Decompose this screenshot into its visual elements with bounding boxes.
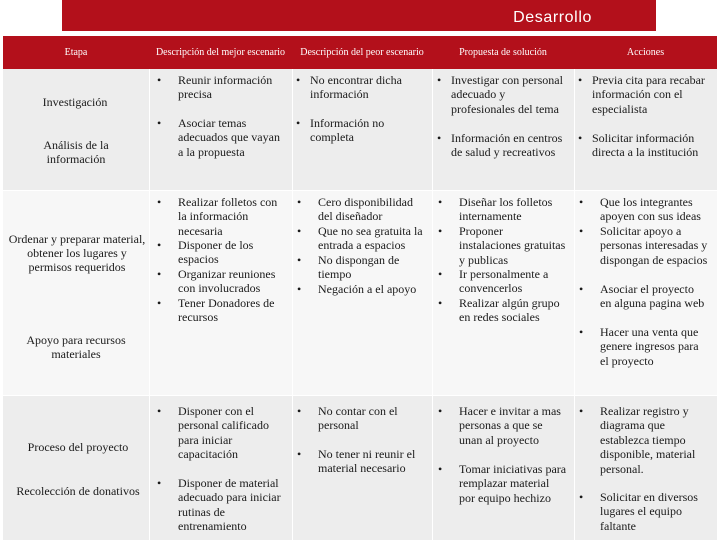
list-item: • Solicitar apoyo a personas interesadas y dispongan de espacios [579,224,708,267]
bullet-marker: • [157,116,162,130]
bullet-marker: • [157,296,162,310]
list-item: • Proponer instalaciones gratuitas y publicas [438,224,566,267]
bullet-marker: • [438,296,443,310]
list-item: • Investigar con personal adecuado y profesionales del tema [437,73,563,116]
row-divider [3,395,717,396]
list-item: • Asociar el proyecto en alguna pagina web [579,282,705,311]
bullet-marker: • [579,224,584,238]
bullet-marker: • [578,73,583,87]
bullet-marker: • [157,73,162,87]
list-item: • Diseñar los folletos internamente [438,195,553,224]
bullet-marker: • [579,404,584,418]
stage-investigacion: Investigación [42,95,108,109]
bullet-marker: • [157,404,162,418]
bullet-marker: • [157,476,162,490]
list-item: • Solicitar información directa a la institución [578,131,699,160]
header-acciones: Acciones [626,47,665,58]
bullet-marker: • [578,131,583,145]
list-item: • Que no sea gratuita la entrada a espacios [297,224,423,253]
slide-title-bar [62,0,656,31]
bullet-marker: • [297,195,302,209]
bullet-marker: • [437,73,442,87]
header-mejor: Descripción del mejor escenario [155,47,286,58]
list-item: • Disponer de material adecuado para iniciar rutinas de entrenamiento [157,476,281,534]
column-divider [574,69,575,540]
list-item: • Asociar temas adecuados que vayan a la propuesta [157,116,280,159]
list-item: • Información en centros de salud y recreativos [437,131,563,160]
bullet-marker: • [157,238,162,252]
list-item: • Ir personalmente a convencerlos [438,267,549,296]
bullet-marker: • [157,267,162,281]
bullet-marker: • [157,195,162,209]
bullet-marker: • [438,462,443,476]
list-item: • No encontrar dicha información [296,73,402,102]
list-item: • Hacer una venta que genere ingresos para el proyecto [579,325,699,368]
column-divider [292,69,293,540]
bullet-marker: • [438,404,443,418]
bullet-marker: • [579,282,584,296]
bullet-marker: • [297,224,302,238]
stage-analisis: Análisis de la información [43,138,109,166]
bullet-marker: • [297,282,302,296]
slide-title: Desarrollo [513,9,592,26]
list-item: • Disponer con el personal calificado para iniciar capacitación [157,404,269,462]
list-item: • Información no completa [296,116,385,145]
stage-proceso: Proceso del proyecto [27,440,129,454]
bullet-marker: • [438,195,443,209]
list-item: • No contar con el personal [297,404,398,433]
column-divider [149,69,150,540]
list-item: • Realizar algún grupo en redes sociales [438,296,560,325]
stage-apoyo: Apoyo para recursos materiales [26,333,126,361]
bullet-marker: • [438,267,443,281]
stage-recoleccion: Recolección de donativos [16,484,140,498]
list-item: • Tomar iniciativas para remplazar material por equipo hechizo [438,462,567,505]
list-item: • Solicitar en diversos lugares el equipo faltante [579,490,698,533]
list-item: • Tener Donadores de recursos [157,296,275,325]
list-item: • Disponer de los espacios [157,238,254,267]
bullet-marker: • [579,490,584,504]
header-etapa: Etapa [64,47,88,58]
bullet-marker: • [437,131,442,145]
list-item: • Reunir información precisa [157,73,273,102]
list-item: • Realizar folletos con la información necesaria [157,195,278,238]
bullet-marker: • [579,325,584,339]
list-item: • Realizar registro y diagrama que establezca tiempo disponible, material personal. [579,404,696,476]
header-propuesta: Propuesta de solución [459,47,547,58]
bullet-marker: • [297,404,302,418]
list-item: • Hacer e invitar a mas personas a que se unan al proyecto [438,404,561,447]
row-divider [3,190,717,191]
list-item: • Organizar reuniones con involucrados [157,267,276,296]
list-item: • No dispongan de tiempo [297,253,400,282]
table-header [3,36,717,69]
list-item: • No tener ni reunir el material necesario [297,447,416,476]
column-divider [432,69,433,540]
bullet-marker: • [297,253,302,267]
list-item: • Negación a el apoyo [297,282,417,296]
bullet-marker: • [297,447,302,461]
bullet-marker: • [438,224,443,238]
bullet-marker: • [579,195,584,209]
stage-ordenar: Ordenar y preparar material, obtener los lugares y permisos requeridos [8,232,146,274]
bullet-marker: • [296,73,301,87]
bullet-marker: • [296,116,301,130]
list-item: • Previa cita para recabar información con el especialista [578,73,705,116]
list-item: • Que los integrantes apoyen con sus ideas [579,195,701,224]
list-item: • Cero disponibilidad del diseñador [297,195,413,224]
header-peor: Descripción del peor escenario [300,47,424,58]
